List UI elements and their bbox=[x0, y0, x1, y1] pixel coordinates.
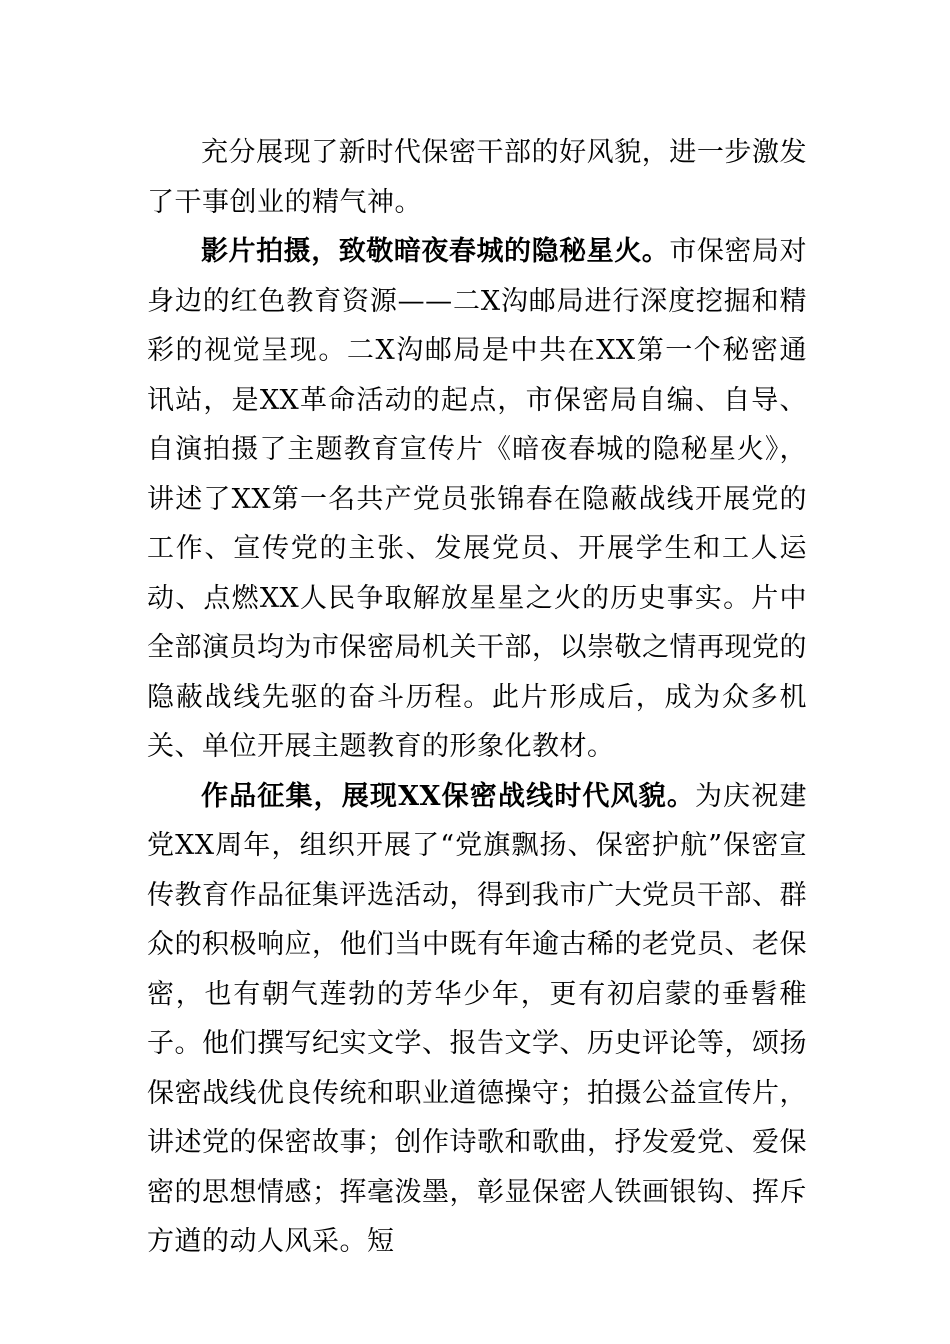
paragraph-works-collection bbox=[147, 772, 807, 1267]
paragraph-lead-heading: 影片拍摄，致敬暗夜春城的隐秘星火。 bbox=[201, 236, 670, 267]
paragraph-text: 充分展现了新时代保密干部的好风貌，进一步激发了干事创业的精气神。 bbox=[147, 137, 807, 218]
paragraph-text: 市保密局对身边的红色教育资源——二X沟邮局进行深度挖掘和精彩的视觉呈现。二X沟邮局是中共在XX第一个秘密通讯站，是XX革命活动的起点，市保密局自编、自导、自演拍摄了主题教育宣传片《暗夜春城的隐秘星火》，讲述了XX第一名共产党员张锦春在隐蔽战线开展党的工作、宣传党的主张、发展党员、开展学生和工人运动、点燃XX人民争取解放星星之火的历史事实。片中全部演员均为市保密局机关干部，以崇敬之情再现党的隐蔽战线先驱的奋斗历程。此片形成后，成为众多机关、单位开展主题教育的形象化教材。 bbox=[147, 236, 808, 762]
paragraph-film-shooting bbox=[147, 227, 807, 772]
paragraph-text: 为庆祝建党XX周年，组织开展了“党旗飘扬、保密护航”保密宣传教育作品征集评选活动，得到我市广大党员干部、群众的积极响应，他们当中既有年逾古稀的老党员、老保密，也有朝气莲勃的芳华少年，更有初启蒙的垂髫稚子。他们撰写纪实文学、报告文学、历史评论等，颂扬保密战线优良传统和职业道德操守；拍摄公益宣传片，讲述党的保密故事；创作诗歌和歌曲，抒发爱党、爱保密的思想情感；挥毫泼墨，彰显保密人铁画银钩、挥斥方遒的动人风采。短 bbox=[147, 780, 807, 1257]
paragraph-continuation bbox=[147, 128, 807, 227]
document-body bbox=[147, 128, 807, 1267]
paragraph-lead-heading: 作品征集，展现XX保密战线时代风貌。 bbox=[201, 780, 696, 812]
